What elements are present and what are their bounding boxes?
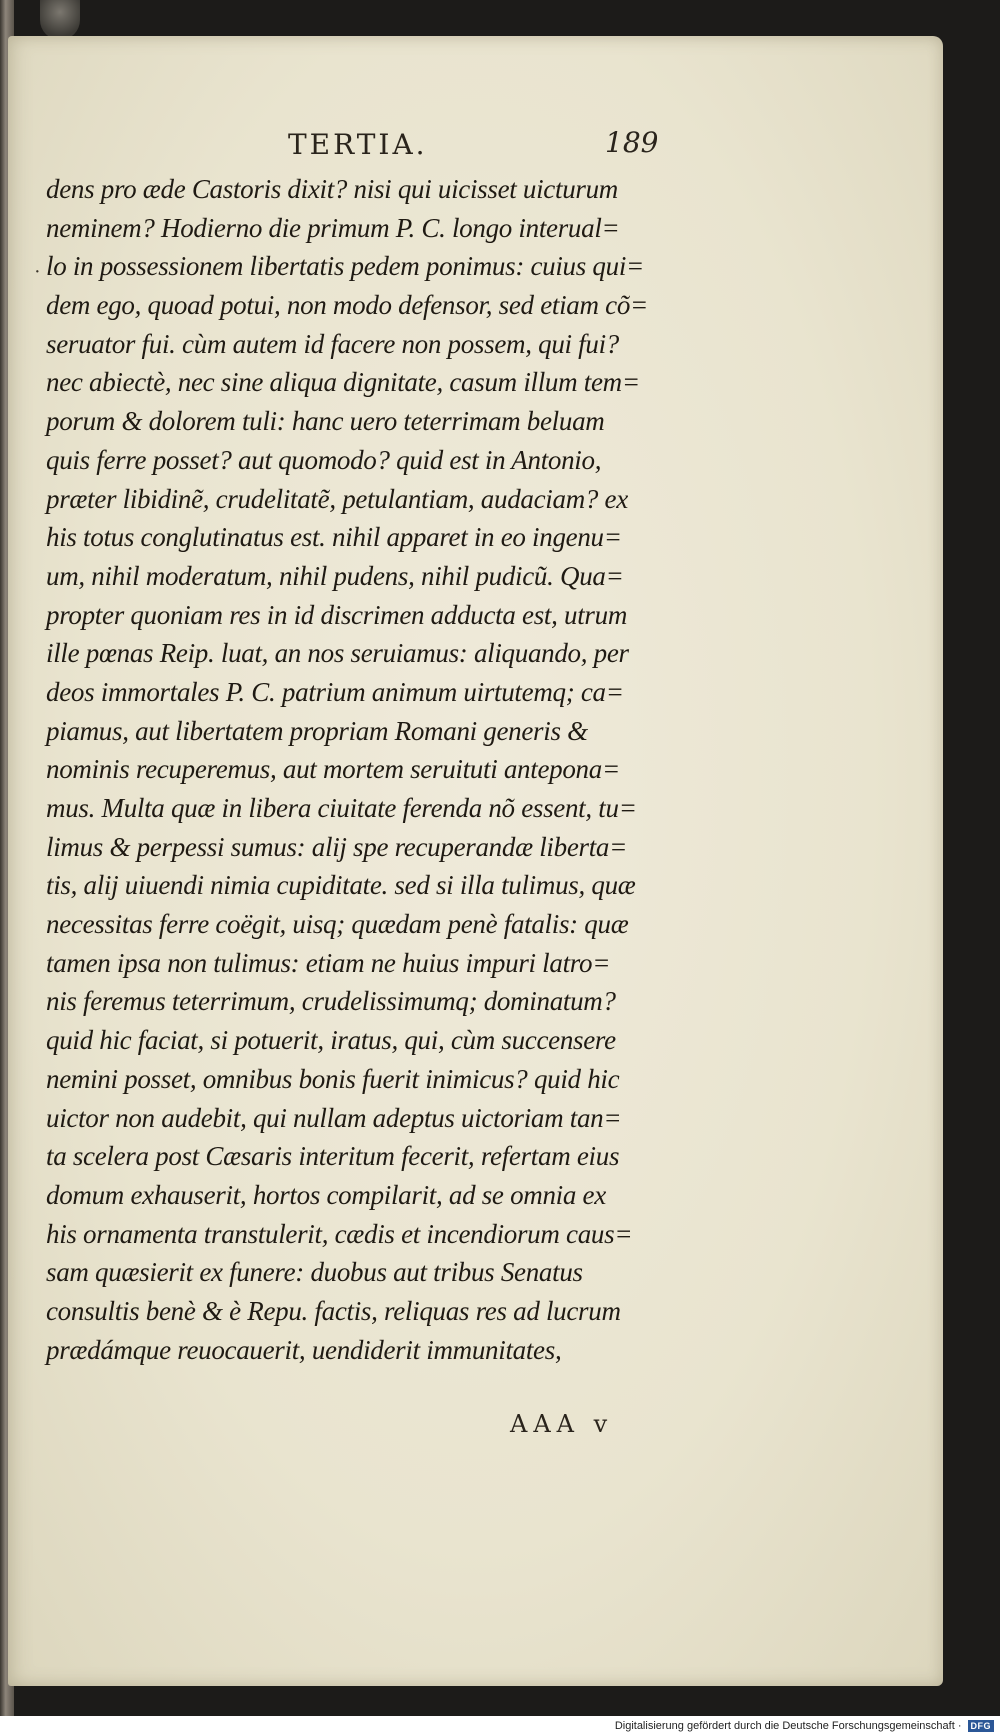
text-line: deos immortales P. C. patrium animum uirtutemq; ca= (46, 676, 624, 707)
text-line: necessitas ferre coëgit, uisq; quædam penè fatalis: quæ (46, 909, 629, 940)
text-line: nec abiectè, nec sine aliqua dignitate, casum illum tem= (46, 367, 640, 398)
text-line: dens pro æde Castoris dixit? nisi qui uicisset uicturum (46, 174, 619, 204)
signature-mark: AAA v (510, 1410, 614, 1438)
text-line: ille pœnas Reip. luat, an nos seruiamus: aliquando, per (46, 638, 629, 669)
text-line: neminem? Hodierno die primum P. C. longo interual= (46, 212, 620, 243)
book-clamp (40, 0, 80, 40)
text-line: mus. Multa quæ in libera ciuitate ferenda nõ essent, tu= (46, 793, 637, 823)
text-line: consultis benè & è Repu. factis, reliquas res ad lucrum (46, 1295, 621, 1326)
footer-credit: Digitalisierung gefördert durch die Deutsche Forschungsgemeinschaft · (614, 1720, 962, 1732)
text-line: nemini posset, omnibus bonis fuerit inimicus? quid hic (46, 1063, 620, 1094)
text-line: uictor non audebit, qui nullam adeptus uictoriam tan= (46, 1102, 622, 1133)
text-line: sam quæsierit ex funere: duobus aut tribus Senatus (46, 1257, 583, 1288)
text-line: nominis recuperemus, aut mortem seruituti antepona= (46, 754, 620, 785)
text-line: his ornamenta transtulerit, cædis et incendiorum caus= (46, 1218, 633, 1249)
text-line: dem ego, quoad potui, non modo defensor, sed etiam cõ= (46, 290, 648, 321)
page-number: 189 (605, 126, 659, 159)
running-head: TERTIA. (288, 128, 428, 161)
text-line: præter libidinẽ, crudelitatẽ, petulantiam, audaciam? ex (46, 483, 628, 514)
text-line: seruator fui. cùm autem id facere non possem, qui fui? (46, 328, 619, 359)
margin-mark: · (34, 261, 41, 283)
text-line: tis, alij uiuendi nimia cupiditate. sed si illa tulimus, quæ (46, 870, 636, 901)
text-line: nis feremus teterrimum, crudelissimumq; dominatum? (46, 986, 616, 1017)
text-line: lo in possessionem libertatis pedem ponimus: cuius qui= (46, 251, 644, 282)
text-line: ta scelera post Cæsaris interitum fecerit, refertam eius (46, 1141, 620, 1172)
text-line: his totus conglutinatus est. nihil apparet in eo ingenu= (46, 522, 622, 553)
text-line: quid hic faciat, si potuerit, iratus, qui, cùm succensere (46, 1025, 616, 1056)
body-text (46, 170, 686, 1369)
text-line: um, nihil moderatum, nihil pudens, nihil pudicũ. Qua= (46, 560, 624, 591)
text-line: domum exhauserit, hortos compilarit, ad se omnia ex (46, 1179, 606, 1210)
text-line: limus & perpessi sumus: alij spe recuperandæ liberta= (46, 831, 628, 862)
text-line: piamus, aut libertatem propriam Romani generis & (46, 715, 588, 746)
dfg-logo: DFG (968, 1720, 995, 1732)
footer-bar (0, 1716, 1000, 1736)
text-line: propter quoniam res in id discrimen adducta est, utrum (46, 599, 628, 630)
text-line: prædámque reuocauerit, uendiderit immunitates, (46, 1334, 562, 1365)
text-line: tamen ipsa non tulimus: etiam ne huius impuri latro= (46, 947, 611, 978)
text-line: porum & dolorem tuli: hanc uero teterrimam beluam (46, 406, 605, 437)
text-line: quis ferre posset? aut quomodo? quid est in Antonio, (46, 444, 602, 475)
